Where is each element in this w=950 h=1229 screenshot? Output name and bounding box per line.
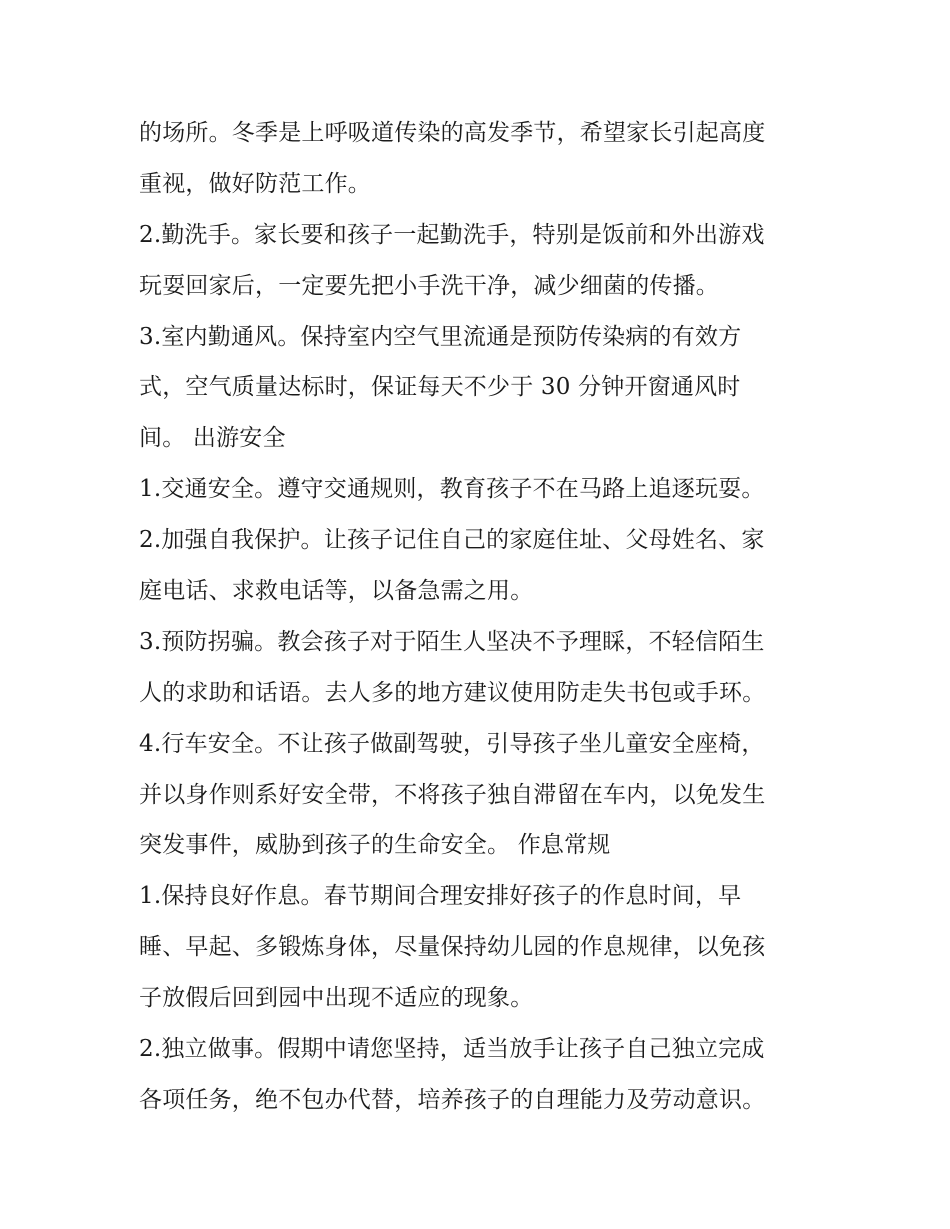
text-line: 3.预防拐骗。教会孩子对于陌生人坚决不予理睬，不轻信陌生: [139, 628, 765, 655]
text-line: 2.独立做事。假期中请您坚持，适当放手让孩子自己独立完成: [139, 1036, 765, 1063]
text-line: 突发事件，威胁到孩子的生命安全。 作息常规: [139, 832, 611, 859]
text-line: 重视，做好防范工作。: [139, 170, 371, 197]
text-line: 玩耍回家后，一定要先把小手洗干净，减少细菌的传播。: [139, 272, 719, 299]
text-line: 1.保持良好作息。春节期间合理安排好孩子的作息时间，早: [139, 883, 742, 910]
text-line: 式，空气质量达标时，保证每天不少于 30 分钟开窗通风时: [139, 374, 741, 401]
text-line: 2.勤洗手。家长要和孩子一起勤洗手，特别是饭前和外出游戏: [139, 221, 765, 248]
text-line: 各项任务，绝不包办代替，培养孩子的自理能力及劳动意识。: [139, 1086, 766, 1113]
text-line: 人的求助和话语。去人多的地方建议使用防走失书包或手环。: [139, 679, 766, 706]
text-line: 1.交通安全。遵守交通规则，教育孩子不在马路上追逐玩耍。: [139, 476, 765, 503]
text-line: 子放假后回到园中出现不适应的现象。: [139, 985, 534, 1012]
text-line: 4.行车安全。不让孩子做副驾驶，引导孩子坐儿童安全座椅，: [139, 730, 765, 757]
text-line: 间。 出游安全: [139, 425, 286, 452]
text-line: 并以身作则系好安全带，不将孩子独自滞留在车内，以免发生: [139, 781, 766, 808]
text-line: 的场所。冬季是上呼吸道传染的高发季节，希望家长引起高度: [139, 120, 766, 146]
document-body: [139, 108, 829, 1126]
text-line: 3.室内勤通风。保持室内空气里流通是预防传染病的有效方: [139, 323, 742, 350]
text-line: 2.加强自我保护。让孩子记住自己的家庭住址、父母姓名、家: [139, 527, 765, 554]
text-line: 睡、早起、多锻炼身体，尽量保持幼儿园的作息规律，以免孩: [139, 934, 766, 961]
text-line: 庭电话、求救电话等，以备急需之用。: [139, 578, 534, 605]
